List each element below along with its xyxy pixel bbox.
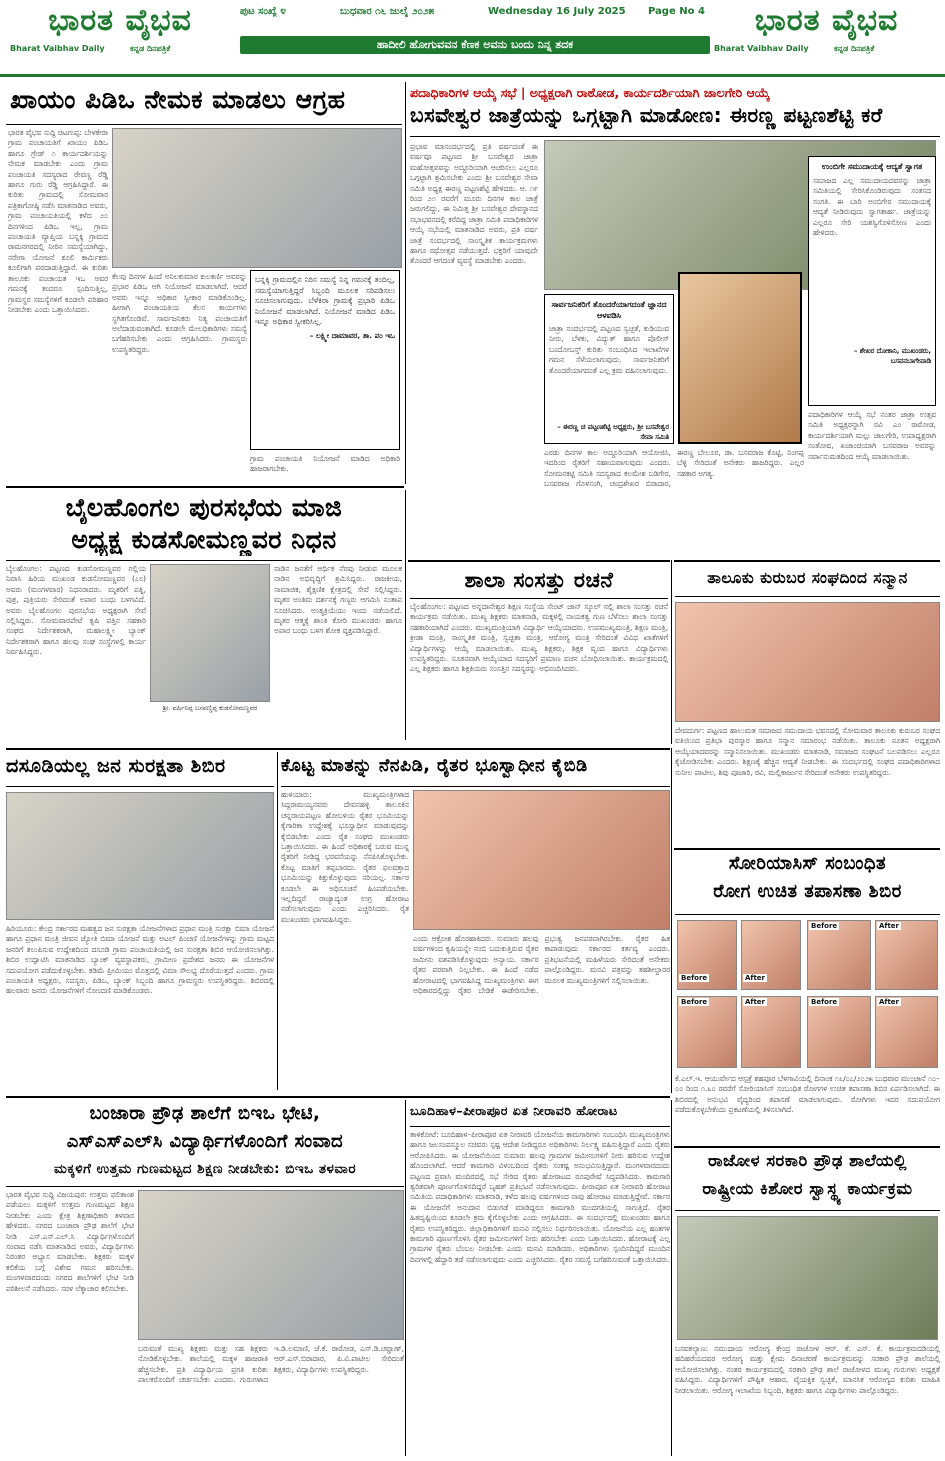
psoriasis-photo-5 <box>677 996 737 1068</box>
pdo-body-col3: ಗ್ರಾಮ ಪಂಚಾಯತಿ ನಿಯೋಜನೆ ಮಾಡಿದ ಅಧಿಕಾರಿ ಹಾಜರಾಗಬೇಕು. <box>250 454 400 474</box>
psoriasis-label-1: Before <box>681 974 708 982</box>
article-dasoodi <box>6 752 274 1092</box>
article-pdo <box>6 82 402 482</box>
banjara-photo <box>138 1190 404 1340</box>
basav-kicker: ಪದಾಧಿಕಾರಿಗಳ ಆಯ್ಕೆ ಸಭೆ | ಅಧ್ಯಕ್ಷರಾಗಿ ರಾಠೋಡ, ಕಾರ್ಯದರ್ಶಿಯಾಗಿ ಜಾಲಗೇರಿ ಆಯ್ಕೆ <box>410 85 770 100</box>
farmers-photo <box>413 790 670 930</box>
psoriasis-photo-7 <box>807 996 871 1068</box>
page-no: Page No 4 <box>648 6 705 17</box>
farmers-body-col2: ಎಂದು ಆಕ್ರೋಶ ಹೊರಹಾಕಿದರು. ಸುಮಾರು ಹಲವು ವರ್ಷಗಳಿಂದ ಕೃಷಿಯನ್ನೇ ನಂಬಿ ಬದುಕುತ್ತಿರುವ ರೈತರ ಜಮೀನು ವಶಪಡಿಸಿಕೊಳ್ಳುವುದು ಅನ್ಯಾಯ. ಸರ್ಕಾರ ರೈತರ ಪರವಾಗಿ ನಿಲ್ಲಬೇಕು. ಈ ಹಿಂದೆ ನಡೆದ ಹೋರಾಟದಲ್ಲಿ ಭಾಗವಹಿಸಿದ್ದ ಮುಖ್ಯಮಂತ್ರಿಗಳು ಈಗ ಅಧಿಕಾರದಲ್ಲಿದ್ದು ರೈತರ ಬೇಡಿಕೆ ಈಡೇರಿಸಬೇಕು. ಪ್ರಭುತ್ವ ಜನಪರವಾಗಿರಬೇಕು. ರೈತರ ಹಿತ ಕಾಪಾಡುವುದು ಸರ್ಕಾರದ ಕರ್ತವ್ಯ ಎಂದರು. ಪ್ರತಿಭಟನೆಯಲ್ಲಿ ಮಹಿಳೆಯರು ಸೇರಿದಂತೆ ಅನೇಕರು ಪಾಲ್ಗೊಂಡಿದ್ದರು. ಮನವಿ ಪತ್ರವನ್ನು ತಹಶೀಲ್ದಾರರ ಮೂಲಕ ಮುಖ್ಯಮಂತ್ರಿಗಳಿಗೆ ಸಲ್ಲಿಸಲಾಯಿತು. <box>413 934 670 996</box>
kudaso-body-col1: ಬೈಲಹೊಂಗಲ: ಪಟ್ಟಣದ ಕುಡಸೋಮಣ್ಣವರ ಗಲ್ಲಿಯ ನಿವಾಸಿ ಹಿರಿಯ ಮುಖಂಡ ಕುಡಸೋಮಣ್ಣವರ (೭೮) ಅವರು (ಮಂಗಳವಾರ) ನಿಧನರಾದರು. ಮೃತರಿಗೆ ಪತ್ನಿ, ಪುತ್ರ, ಪುತ್ರಿಯರು ಸೇರಿದಂತೆ ಅಪಾರ ಬಂಧು ಬಳಗವಿದೆ. ಅವರು ಬೈಲಹೊಂಗಲ ಪುರಸಭೆಯ ಅಧ್ಯಕ್ಷರಾಗಿ ಸೇವೆ ಸಲ್ಲಿಸಿದ್ದರು. ಸೋಮವಾರಪೇಟೆ ಕೃಷಿ ಪತ್ತಿನ ಸಹಕಾರಿ ಸಂಘದ ನಿರ್ದೇಶಕರಾಗಿ, ಮಹಾಲಕ್ಷ್ಮೀ ಬ್ಯಾಂಕ್ ನಿರ್ದೇಶಕರಾಗಿ ಹಾಗೂ ಹಲವು ಸಂಘ ಸಂಸ್ಥೆಗಳಲ್ಲಿ ಕಾರ್ಯ ನಿರ್ವಹಿಸಿದ್ದರು. <box>6 564 146 657</box>
masthead <box>0 0 945 78</box>
date-en: Wednesday 16 July 2025 <box>488 6 626 17</box>
kuruba-photo <box>675 602 940 722</box>
page-label-kn: ಪುಟ ಸಂಖ್ಯೆ ೪ <box>240 6 287 17</box>
basav-box2-by: – ಶೇಖರ ದೋಕಾನಿ, ಮುಖಂಡರು, ಬಸವನಬಾಗೇವಾಡಿ <box>853 347 931 366</box>
article-irrigation <box>410 1100 670 1456</box>
psoriasis-photo-4 <box>875 920 938 990</box>
logo-text-right: ಭಾರತ ವೈಭವ <box>754 4 899 38</box>
psoriasis-photo-grid <box>677 920 938 1070</box>
col-divider-1 <box>405 82 406 484</box>
banjara-body-col1: ಭಾರತ ವೈಭವ ಸುದ್ದಿ ವಿಜಯಪುರ: ಉತ್ತಮ ಫಲಿತಾಂಶ ಪಡೆಯಲು ಮಕ್ಕಳಿಗೆ ಉತ್ತಮ ಗುಣಮಟ್ಟದ ಶಿಕ್ಷಣ ನೀಡಬೇಕು ಎಂದು ಕ್ಷೇತ್ರ ಶಿಕ್ಷಣಾಧಿಕಾರಿ ತಳವಾರ ಹೇಳಿದರು. ನಗರದ ಬಂಜಾರಾ ಪ್ರೌಢ ಶಾಲೆಗೆ ಭೇಟಿ ನೀಡಿ ಎಸ್.ಎಸ್.ಎಲ್.ಸಿ ವಿದ್ಯಾರ್ಥಿಗಳೊಂದಿಗೆ ಸಂವಾದ ನಡೆಸಿ ಮಾತನಾಡಿದ ಅವರು, ವಿದ್ಯಾರ್ಥಿಗಳು ನಿರಂತರ ಅಭ್ಯಾಸ ಮಾಡಬೇಕು. ಶಿಕ್ಷಕರು ಮಕ್ಕಳ ಕಲಿಕೆಯ ಬಗ್ಗೆ ವಿಶೇಷ ಗಮನ ಹರಿಸಬೇಕು. ಮಂಗಳವಾರದಂದು ನಗರದ ಶಾಲೆಗಳಿಗೆ ಭೇಟಿ ನೀಡಿ ಪರಿಶೀಲನೆ ನಡೆಸಿದರು. ಸರಳ ಲೆಕ್ಕಾಚಾರ ಕಲಿಸಬೇಕು. <box>6 1190 134 1293</box>
irrigation-headline: ಬೂದಿಹಾಳ–ಪೀರಾಪೂರ ಏತ ನೀರಾವರಿ ಹೋರಾಟ <box>410 1104 618 1118</box>
psoriasis-label-8: After <box>879 998 900 1006</box>
pdo-quote-by: – ಲಕ್ಷ್ಮೀ ದಾಮಾವರ, ತಾ. ಪಂ ಇಒ <box>309 330 395 340</box>
pdo-headline: ಖಾಯಂ ಪಿಡಿಒ ನೇಮಕ ಮಾಡಲು ಆಗ್ರಹ <box>10 86 346 114</box>
basav-box1-title: ಸಾರ್ವಜನಿಕರಿಗೆ ತೊಂದರೆಯಾಗದಂತೆ ಜ್ಞಾನದ ಆಳವಡಿಸಿ <box>551 300 667 320</box>
article-kudasomannavar <box>6 490 402 740</box>
logo-sub-kn-left: ಕನ್ನಡ ದಿನಪತ್ರಿಕೆ <box>130 44 171 53</box>
dasoodi-photo <box>6 792 274 920</box>
logo-right <box>714 4 939 66</box>
banjara-body-col2: ಬರುವಂತೆ ಮುಖ್ಯ ಶಿಕ್ಷಕರು ಮತ್ತು ಸಹ ಶಿಕ್ಷಕರು ನೋಡಿಕೊಳ್ಳಬೇಕು. ಶಾಲೆಯಲ್ಲಿ ಮಕ್ಕಳ ಹಾಜರಾತಿ ಹೆಚ್ಚಿಸಬೇಕು. ಪ್ರತಿ ವಿದ್ಯಾರ್ಥಿಯ ಪ್ರಗತಿ ಕುರಿತು ಪಾಲಕರೊಂದಿಗೆ ಚರ್ಚಿಸಬೇಕು ಎಂದರು. ಗುರುಗಳಾದ ಇ.ಡಿ.ಲಮಾಣಿ, ಜೆ.ಕೆ. ರಾಠೋಡ, ಎಸ್.ಡಿ.ಚವ್ಹಾಣ್, ಆರ್.ಎಸ್.ಬಿರಾದಾರ, ಪಿ.ವಿ.ಪಾಟೀಲ ಸೇರಿದಂತೆ ಶಿಕ್ಷಕರು, ವಿದ್ಯಾರ್ಥಿಗಳು ಉಪಸ್ಥಿತರಿದ್ದರು. <box>138 1344 404 1385</box>
kuruba-body: ದೇವದುರ್ಗ: ಪಟ್ಟಣದ ಹಾಲುಮತ ಸಮಾಜದ ಸಮುದಾಯ ಭವನದಲ್ಲಿ ಸೋಮವಾರ ತಾಲೂಕು ಕುರುಬರ ಸಂಘದ ವತಿಯಿಂದ ಪ್ರತಿಭಾ ಪುರಸ್ಕಾರ ಹಾಗೂ ಸನ್ಮಾನ ಸಮಾರಂಭ ನಡೆಯಿತು. ತಾಲೂಕು ನೂತನ ಅಧ್ಯಕ್ಷರಾಗಿ ಆಯ್ಕೆಯಾದವರನ್ನು ಸನ್ಮಾನಿಸಲಾಯಿತು. ಮುಖಂಡರು ಮಾತನಾಡಿ, ಸಮಾಜದ ಸಂಘಟನೆ ಬಲಪಡಿಸಲು ಎಲ್ಲರೂ ಕೈಜೋಡಿಸಬೇಕು ಎಂದರು. ಶಿಕ್ಷಣಕ್ಕೆ ಹೆಚ್ಚಿನ ಆದ್ಯತೆ ನೀಡಬೇಕು. ಈ ಸಂದರ್ಭದಲ್ಲಿ ಸಂಘದ ಪದಾಧಿಕಾರಿಗಳಾದ ಸುನೀಲ ಪಾಟೀಲ, ಶಿವು ಪೂಜಾರಿ, ರವಿ, ಮಲ್ಲಿಕಾರ್ಜುನ ಸೇರಿದಂತೆ ಅನೇಕರು ಉಪಸ್ಥಿತರಿದ್ದರು. <box>675 726 940 777</box>
kudaso-body-col2: ನಾಡಿನ ಜನತೆಗೆ ಆರ್ಥಿಕ ನೆರವು ನೀಡುವ ಮೂಲಕ ನಾಡಿನ ಅಭಿವೃದ್ಧಿಗೆ ಶ್ರಮಿಸಿದ್ದರು. ರಾಜಕೀಯ, ಸಾಮಾಜಿಕ, ಶೈಕ್ಷಣಿಕ ಕ್ಷೇತ್ರದಲ್ಲಿ ಸೇವೆ ಸಲ್ಲಿಸಿದ್ದರು. ಮೃತರ ಅಂತಿಮ ದರ್ಶನಕ್ಕೆ ಗಣ್ಯರು ಆಗಮಿಸಿ ಸಂತಾಪ ಸೂಚಿಸಿದರು. ಅಂತ್ಯಕ್ರಿಯೆಯು ಇಂದು ನಡೆಯಲಿದೆ. ಮೃತರ ಆತ್ಮಕ್ಕೆ ಶಾಂತಿ ಕೋರಿ ಮುಖಂಡರು ಹಾಗೂ ಅಪಾರ ಬಂಧು ಬಳಗ ಶೋಕ ವ್ಯಕ್ತಪಡಿಸಿದ್ದಾರೆ. <box>274 564 402 636</box>
masthead-rule <box>0 74 945 77</box>
kudaso-headline-2: ಅಧ್ಯಕ್ಷ ಕುಡಸೋಮಣ್ಣವರ ನಿಧನ <box>71 526 337 554</box>
banjara-headline-2: ಎಸ್‌ಎಸ್‌ಎಲ್‌ಸಿ ವಿದ್ಯಾರ್ಥಿಗಳೊಂದಿಗೆ ಸಂವಾದ <box>66 1132 344 1152</box>
psoriasis-label-7: Before <box>811 998 838 1006</box>
basav-box1-by: – ಈರಣ್ಣ ಚ ಪಟ್ಟಣಶೆಟ್ಟಿ ಅಧ್ಯಕ್ಷರು, ಶ್ರೀ ಬಸವೇಶ್ವರ ಸೇವಾ ಸಮಿತಿ <box>557 423 669 442</box>
basav-headline: ಬಸವೇಶ್ವರ ಜಾತ್ರೆಯನ್ನು ಒಗ್ಗಟ್ಟಾಗಿ ಮಾಡೋಣ: ಈರಣ್ಣ ಪಟ್ಟಣಶೆಟ್ಟಿ ಕರೆ <box>410 104 883 127</box>
logo-left <box>10 4 230 66</box>
kudaso-caption: ಶ್ರೀ. ವರ್ಷಿನಿಪ್ಪ ಬಸವಣ್ಣಿಪ್ಪ ಕುಡಸೋಮಣ್ಣವರ <box>162 704 258 712</box>
psoriasis-label-6: After <box>745 998 766 1006</box>
psoriasis-headline-1: ಸೋರಿಯಾಸಿಸ್ ಸಂಬಂಧಿತ <box>728 854 887 874</box>
rajola-headline-2: ರಾಷ್ಟ್ರೀಯ ಕಿಶೋರ ಸ್ವಾಸ್ಥ್ಯ ಕಾರ್ಯಕ್ರಮ <box>702 1180 913 1198</box>
basav-box1: ಸಾರ್ವಜನಿಕರಿಗೆ ತೊಂದರೆಯಾಗದಂತೆ ಜ್ಞಾನದ ಆಳವಡಿಸಿ ಜಾತ್ರಾ ಸಂದರ್ಭದಲ್ಲಿ ಪಟ್ಟಣದ ಸ್ವಚ್ಛತೆ, ಕುಡಿಯುವ ನೀರು, ಬೆಳಕು, ವಿದ್ಯುತ್ ಹಾಗೂ ಪೊಲೀಸ್ ಬಂದೋಬಸ್ತ್ ಕುರಿತು ಸಂಬಂಧಿಸಿದ ಇಲಾಖೆಗಳ ಗಮನ ಸೆಳೆಯಲಾಗುವುದು. ಸಾರ್ವಜನಿಕರಿಗೆ ತೊಂದರೆಯಾಗದಂತೆ ಎಲ್ಲ ಕ್ರಮ ವಹಿಸಲಾಗುವುದು. – ಈರಣ್ಣ ಚ ಪಟ್ಟಣಶೆಟ್ಟಿ ಅಧ್ಯಕ್ಷರು, ಶ್ರೀ ಬಸವೇಶ್ವರ ಸೇವಾ ಸಮಿತಿ <box>544 294 674 444</box>
pdo-quote-box <box>250 270 400 450</box>
shala-body: ಬೈಲಹೊಂಗಲ: ಪಟ್ಟಣದ ಅನ್ನದಾನೇಶ್ವರ ಶಿಕ್ಷಣ ಸಂಸ್ಥೆಯ ಸೇಂಟ್ ಜಾನ್ ಸ್ಕೂಲ್ ನಲ್ಲಿ ಶಾಲಾ ಸಂಸತ್ತು ರಚನೆ ಕಾರ್ಯಕ್ರಮ ನಡೆಯಿತು. ಮುಖ್ಯ ಶಿಕ್ಷಕರು ಮಾತನಾಡಿ, ಮಕ್ಕಳಲ್ಲಿ ನಾಯಕತ್ವ ಗುಣ ಬೆಳೆಸಲು ಶಾಲಾ ಸಂಸತ್ತು ಸಹಕಾರಿಯಾಗಿದೆ ಎಂದರು. ಮುಖ್ಯಮಂತ್ರಿಯಾಗಿ ವಿದ್ಯಾರ್ಥಿ ಆಯ್ಕೆಯಾದರು. ಉಪಮುಖ್ಯಮಂತ್ರಿ, ಶಿಕ್ಷಣ ಮಂತ್ರಿ, ಕ್ರೀಡಾ ಮಂತ್ರಿ, ಸಾಂಸ್ಕೃತಿಕ ಮಂತ್ರಿ, ಸ್ವಚ್ಛತಾ ಮಂತ್ರಿ, ಆರೋಗ್ಯ ಮಂತ್ರಿ ಸೇರಿದಂತೆ ವಿವಿಧ ಖಾತೆಗಳಿಗೆ ವಿದ್ಯಾರ್ಥಿಗಳನ್ನು ಆಯ್ಕೆ ಮಾಡಲಾಯಿತು. ಮುಖ್ಯ ಶಿಕ್ಷಕರು, ಶಿಕ್ಷಕ ವೃಂದ ಹಾಗೂ ವಿದ್ಯಾರ್ಥಿಗಳು ಉಪಸ್ಥಿತರಿದ್ದರು. ನೂತನವಾಗಿ ಆಯ್ಕೆಯಾದ ಸದಸ್ಯರಿಗೆ ಪ್ರಮಾಣ ವಚನ ಬೋಧಿಸಲಾಯಿತು. ಕಾರ್ಯಕ್ರಮದಲ್ಲಿ ಎಲ್ಲ ಶಿಕ್ಷಕರು ಹಾಗೂ ಶಿಕ್ಷಕಿಯರು ಸಂಸತ್ತಿನ ಸದಸ್ಯರನ್ನು ಅಭಿನಂದಿಸಿದರು. <box>410 602 668 674</box>
dasoodi-headline: ದಸೂಡಿಯಲ್ಲ ಜನ ಸುರಕ್ಷತಾ ಶಿಬಿರ <box>6 756 226 777</box>
kudaso-headline-1: ಬೈಲಹೊಂಗಲ ಪುರಸಭೆಯ ಮಾಜಿ <box>65 494 343 522</box>
logo-sub-en-right: Bharat Vaibhav Daily <box>714 44 809 53</box>
psoriasis-label-4: After <box>879 922 900 930</box>
rajola-headline-1: ರಾಜೋಳ ಸರಕಾರಿ ಪ್ರೌಢ ಶಾಲೆಯಲ್ಲಿ <box>707 1152 907 1170</box>
slogan-bar: ಹಾದೀಲಿ ಹೋಗುವವನ ಕೆಣಕ ಅವನು ಬಂದು ನಿನ್ನ ತದಕ <box>240 36 710 54</box>
logo-text-left: ಭಾರತ ವೈಭವ <box>48 4 192 38</box>
basav-body-col1: ಪ್ರಭಾವ ಮಾಸಂದರ್ಭದಲ್ಲಿ ಪ್ರತಿ ವರ್ಷದಂತೆ ಈ ವರ್ಷವೂ ಪಟ್ಟಣದ ಶ್ರೀ ಬಸವೇಶ್ವರ ಜಾತ್ರಾ ಮಹೋತ್ಸವವನ್ನು ಅದ್ದೂರಿಯಾಗಿ ಆಚರಿಸಲು ಎಲ್ಲರೂ ಒಗ್ಗಟ್ಟಾಗಿ ಶ್ರಮಿಸಬೇಕು ಎಂದು ಶ್ರೀ ಬಸವೇಶ್ವರ ಸೇವಾ ಸಮಿತಿ ಅಧ್ಯಕ್ಷ ಈರಣ್ಣ ಪಟ್ಟಣಶೆಟ್ಟಿ ಹೇಳಿದರು. ಆ. ೧೯ ರಿಂದ ೨೧ ರವರೆಗೆ ಮೂರು ದಿನಗಳ ಕಾಲ ಜಾತ್ರೆ ಜರುಗಲಿದ್ದು, ಈ ನಿಮಿತ್ತ ಶ್ರೀ ಬಸವೇಶ್ವರ ದೇವಸ್ಥಾನದ ಸಭಾಭವನದಲ್ಲಿ ಕರೆದಿದ್ದ ಜಾತ್ರಾ ಸಮಿತಿ ಪದಾಧಿಕಾರಿಗಳ ಆಯ್ಕೆ ಸಭೆಯಲ್ಲಿ ಮಾತನಾಡಿದ ಅವರು, ಪ್ರತಿ ವರ್ಷ ಜಾತ್ರೆ ಸಂದರ್ಭದಲ್ಲಿ ಸಾಂಸ್ಕೃತಿಕ ಕಾರ್ಯಕ್ರಮಗಳು ಹಾಗೂ ರಥೋತ್ಸವ ನಡೆಯುತ್ತದೆ. ಭಕ್ತರಿಗೆ ಯಾವುದೇ ತೊಂದರೆ ಆಗದಂತೆ ವ್ಯವಸ್ಥೆ ಮಾಡಬೇಕು ಎಂದರು. <box>410 142 538 266</box>
pdo-quote: ಬನ್ನಕ್ಕಿ ಗ್ರಾಮದಲ್ಲಿನ ನಿರಿಸ ಸಮಸ್ಯೆ ನಿನ್ನ ಗಮನಕ್ಕೆ ತಂದಿಲ್ಲ, ಸಮಸ್ಯೆಯಾಗುತ್ತಿದ್ದರೆ ಸಿಬ್ಬಂದಿ ಮೂಲಕ ಸರಿಪಡಿಸಲು ಸೂಚಿಸಲಾಗುವುದು. ಬೆಳೆಕಿರಾ ಗ್ರಾಮಕ್ಕೆ ಪ್ರಭಾರಿ ಪಿಡಿಒ ನಿಯೋಜನೆ ಮಾಡಲಾಗಿದೆ. ನಿಯೋಜನೆ ಮಾಡಿದ ಪಿಡಿಒ ಇನ್ನೂ ಅಧಿಕಾರ ಸ್ವೀಕರಿಸಿಲ್ಲ. <box>255 275 395 327</box>
article-shala <box>410 564 668 744</box>
article-basaveshwar <box>410 82 940 542</box>
basav-box2-title: ಉಂಬಿಗೇ ಸಮುದಾಯಕ್ಕೆ ಆದ್ಯತೆ ಸ್ವಾಗತ <box>821 162 923 171</box>
basav-body-col2: ಎರಡು ದಿನಗಳ ಕಾಲ ಅದ್ದೂರಿಯಾಗಿ ಆಯೋಜಿಸಿ, ಇದರಿಂದ ರೈತರಿಗೆ ಸಹಾಯವಾಗುವುದು ಎಂದರು. ಸೋಮನಕಟ್ಟಿ ಸಮಿತಿ ಸದಸ್ಯರಾದ ಕಲಮೇಶ ಬಡಿಗೇರ, ಬಸವರಾಜ ಗೊಳಸಂಗಿ, ಚಂದ್ರಶೇಖರ ಬಿರಾದಾರ, ಈರಣ್ಣ ಬೇಲೂರ, ಡಾ. ಬಸವರಾಜ ಕೊಟ್ಟಿ, ನಿಂಗಪ್ಪ ಬೆಳ್ಳಿ ಸೇರಿದಂತೆ ಅನೇಕರು ಹಾಜರಿದ್ದರು. ಎಲ್ಲರ ಸಹಕಾರ ಅಗತ್ಯ. <box>544 448 804 489</box>
psoriasis-label-5: Before <box>681 998 708 1006</box>
article-kuruba <box>675 564 940 844</box>
psoriasis-photo-8 <box>875 996 938 1068</box>
article-psoriasis <box>675 852 940 1142</box>
pdo-body-col1: ಭಾರತ ವೈಭವ ಸುದ್ದಿ ಚಿಟಗುಪ್ಪ: ಬೇಳಕೇರಾ ಗ್ರಾಮ ಪಂಚಾಯತಿಗೆ ಖಾಯಂ ಪಿಡಿಒ ಹಾಗೂ ಗ್ರೇಡ್ ೧ ಕಾರ್ಯದರ್ಶಿಯನ್ನು ನೇಮಕ ಮಾಡಬೇಕು ಎಂದು ಗ್ರಾಮ ಪಂಚಾಯತಿ ಸದಸ್ಯರಾದ ರೇವಣ್ಣ ರೆಡ್ಡಿ ಹಾಗೂ ಗುರು ರೆಡ್ಡಿ ಆಗ್ರಹಿಸಿದ್ದಾರೆ. ಈ ಕುರಿತು ಗ್ರಾಮದಲ್ಲಿ ಸೋಮವಾರ ಪತ್ರಿಕಾಗೋಷ್ಠಿ ನಡೆಸಿ ಮಾತನಾಡಿದ ಅವರು, ಗ್ರಾಮ ಪಂಚಾಯತಿಯಲ್ಲಿ ಕಳೆದ ೨೦ ದಿನಗಳಿಂದ ಪಿಡಿಒ ಇಲ್ಲ, ಗ್ರಾಮ ಪಂಚಾಯತಿ ವ್ಯಾಪ್ತಿಯ ಬನ್ನಕ್ಕಿ ಗ್ರಾಮದ ರಾಮನಗರದಲ್ಲಿ ನೀರಿನ ಸಮಸ್ಯೆಯಾಗಿದ್ದು, ನರೇಗಾ ಯೋಜನೆ ಕೂಲಿ ಕಾರ್ಮಿಕರು ಕೂಲಿಗಾಗಿ ಪರದಾಡುತ್ತಿದ್ದಾರೆ. ಈ ಕುರಿತು ತಾಲೂಕು ಪಂಚಾಯತ ಇಒ ಅವರ ಗಮನಕ್ಕೆ ತಂದರೂ ಸ್ಪಂದಿಸುತ್ತಿಲ್ಲ, ಗ್ರಾಮಸ್ಥರ ಸಮಸ್ಯೆಗಳಿಗೆ ಕೂಡಲೇ ಪರಿಹಾರ ನೀಡಬೇಕು ಎಂದು ಒತ್ತಾಯಿಸಿದರು. <box>8 128 108 314</box>
rajola-body: ಬಸವಕಲ್ಯಾಣ: ಸಮುದಾಯ ಆರೋಗ್ಯ ಕೇಂದ್ರ ರಾಜೋಳ ಆರ್. ಕೆ. ಎಸ್. ಕೆ. ಕಾರ್ಯಕ್ರಮದಡಿಯಲ್ಲಿ ಹದಿಹರೆಯದವರ ಆರೋಗ್ಯ ಮತ್ತು ಕ್ಷೇಮ ದಿನಾಚರಣೆ ಕಾರ್ಯಕ್ರಮವನ್ನು ಸರಕಾರಿ ಪ್ರೌಢ ಶಾಲೆಯಲ್ಲಿ ಆಯೋಜಿಸಲಾಗಿತ್ತು. ನಂತರ ಕಾರ್ಯಕ್ರಮದಲ್ಲಿ ಸರಕಾರಿ ಪ್ರೌಢ ಶಾಲೆ ರಾಜೋಳದ ಮುಖ್ಯ ಗುರುಗಳು ಅಧ್ಯಕ್ಷತೆ ವಹಿಸಿದ್ದರು. ವಿದ್ಯಾರ್ಥಿಗಳಿಗೆ ಪೌಷ್ಟಿಕ ಆಹಾರ, ವೈಯಕ್ತಿಕ ಸ್ವಚ್ಛತೆ, ಮಾನಸಿಕ ಆರೋಗ್ಯದ ಕುರಿತು ಮಾಹಿತಿ ನೀಡಲಾಯಿತು. ಆರೋಗ್ಯ ಇಲಾಖೆಯ ಸಿಬ್ಬಂದಿ, ಶಿಕ್ಷಕರು ಹಾಗೂ ವಿದ್ಯಾರ್ಥಿಗಳು ಪಾಲ್ಗೊಂಡಿದ್ದರು. <box>675 1344 940 1395</box>
banjara-headline-1: ಬಂಜಾರಾ ಪ್ರೌಢ ಶಾಲೆಗೆ ಬಿಇಒ ಭೇಟಿ, <box>89 1104 321 1124</box>
date-kn: ಬುಧವಾರ ೧೬ ಜುಲೈ ೨೦೨೫ <box>340 6 435 17</box>
rajola-photo <box>677 1216 938 1340</box>
article-farmers <box>281 752 670 1092</box>
basav-body-col4: ಪದಾಧಿಕಾರಿಗಳ ಆಯ್ಕೆ ಸಭೆ ನಂತರ ಜಾತ್ರಾ ಉತ್ಸವ ಸಮಿತಿ ಅಧ್ಯಕ್ಷರನ್ನಾಗಿ ರವಿ ಎಂ ರಾಠೋಡ, ಕಾರ್ಯದರ್ಶಿಯಾಗಿ ಮಲ್ಲು ಜಾಲಗೇರಿ, ಉಪಾಧ್ಯಕ್ಷರಾಗಿ ಸಂತೋಷ, ಖಜಾಂಚಿಯಾಗಿ ಬಸವರಾಜ ಅವರನ್ನು ಸರ್ವಾನುಮತದಿಂದ ಆಯ್ಕೆ ಮಾಡಲಾಯಿತು. <box>808 410 936 461</box>
kudaso-photo <box>150 564 270 702</box>
psoriasis-label-3: Before <box>811 922 838 930</box>
dasoodi-body: ಹಿರಿಯೂರು: ಕೇಂದ್ರ ಸರ್ಕಾರದ ಮಹತ್ವದ ಜನ ಸುರಕ್ಷತಾ ಯೋಜನೆಗಳಾದ ಪ್ರಧಾನ ಮಂತ್ರಿ ಸುರಕ್ಷಾ ಬಿಮಾ ಯೋಜನೆ ಹಾಗೂ ಪ್ರಧಾನ ಮಂತ್ರಿ ಜೀವನ ಜ್ಯೋತಿ ಬಿಮಾ ಯೋಜನೆ ಮತ್ತು ಅಟಲ್ ಪಿಂಚಣಿ ಯೋಜನೆಗಳನ್ನು ಗ್ರಾಮ ಮಟ್ಟದ ಜನರಿಗೆ ತಲುಪಿಸುವ ಉದ್ದೇಶದಿಂದ ದಸೂಡಿ ಗ್ರಾಮ ಪಂಚಾಯತಿಯಲ್ಲಿ ಜನ ಸುರಕ್ಷತಾ ಶಿಬಿರ ಆಯೋಜಿಸಲಾಗಿತ್ತು. ಶಿಬಿರ ಉದ್ಘಾಟಿಸಿ ಮಾತನಾಡಿದ ಬ್ಯಾಂಕ್ ವ್ಯವಸ್ಥಾಪಕರು, ಗ್ರಾಮೀಣ ಪ್ರದೇಶದ ಜನರು ಈ ಯೋಜನೆಗಳ ಸದುಪಯೋಗ ಪಡೆದುಕೊಳ್ಳಬೇಕು. ಕಡಿಮೆ ಪ್ರೀಮಿಯಂ ಮೊತ್ತದಲ್ಲಿ ವಿಮಾ ಸೌಲಭ್ಯ ದೊರೆಯುತ್ತದೆ ಎಂದರು. ಗ್ರಾಮ ಪಂಚಾಯತಿ ಅಧ್ಯಕ್ಷರು, ಸದಸ್ಯರು, ಪಿಡಿಒ, ಬ್ಯಾಂಕ್ ಸಿಬ್ಬಂದಿ ಹಾಗೂ ಗ್ರಾಮಸ್ಥರು ಉಪಸ್ಥಿತರಿದ್ದರು. ಶಿಬಿರದಲ್ಲಿ ಹಲವಾರು ಜನರು ಯೋಜನೆಗಳಿಗೆ ನೋಂದಣಿ ಮಾಡಿಕೊಂಡರು. <box>6 924 274 996</box>
logo-sub-en-left: Bharat Vaibhav Daily <box>10 44 105 53</box>
farmers-body-col1: ಹುಳಿಯಾರು: ಮುಖ್ಯಮಂತ್ರಿಗಳಾದ ಸಿದ್ದರಾಮಯ್ಯನವರು ದೇವನಹಳ್ಳಿ ತಾಲೂಕಿನ ಚನ್ನರಾಯಪಟ್ಟಣ ಹೋಬಳಿಯ ರೈತರ ಭೂಮಿಯನ್ನು ಕೈಗಾರಿಕಾ ಉದ್ದೇಶಕ್ಕೆ ಭೂಸ್ವಾಧೀನ ಮಾಡುವುದನ್ನು ಕೈಬಿಡಬೇಕು ಎಂದು ರೈತ ಸಂಘದ ಮುಖಂಡರು ಒತ್ತಾಯಿಸಿದರು. ಈ ಹಿಂದೆ ಅಧಿಕಾರಕ್ಕೆ ಬರುವ ಮುನ್ನ ರೈತರಿಗೆ ನೀಡಿದ್ದ ಭರವಸೆಯನ್ನು ನೆನಪಿಸಿಕೊಳ್ಳಬೇಕು. ಕೊಟ್ಟ ಮಾತಿಗೆ ತಪ್ಪಬಾರದು. ರೈತರ ಫಲವತ್ತಾದ ಭೂಮಿಯನ್ನು ಕಿತ್ತುಕೊಳ್ಳುವುದು ಸರಿಯಲ್ಲ. ಸರ್ಕಾರ ಕೂಡಲೇ ಈ ಅಧಿಸೂಚನೆ ಹಿಂಪಡೆಯಬೇಕು. ಇಲ್ಲದಿದ್ದರೆ ರಾಜ್ಯಾದ್ಯಂತ ಉಗ್ರ ಹೋರಾಟ ನಡೆಸಲಾಗುವುದು ಎಂದು ಎಚ್ಚರಿಸಿದರು. ರೈತ ಮುಖಂಡರು ಭಾಗವಹಿಸಿದ್ದರು. <box>281 790 409 924</box>
shala-headline: ಶಾಲಾ ಸಂಸತ್ತು ರಚನೆ <box>464 568 614 592</box>
article-rajola <box>675 1150 940 1456</box>
psoriasis-photo-3 <box>807 920 871 990</box>
psoriasis-headline-2: ರೋಗ ಉಚಿತ ತಪಾಸಣಾ ಶಿಬಿರ <box>713 882 902 902</box>
basav-portrait <box>678 272 802 444</box>
logo-sub-kn-right: ಕನ್ನಡ ದಿನಪತ್ರಿಕೆ <box>834 44 875 53</box>
banjara-subhead: ಮಕ್ಕಳಿಗೆ ಉತ್ತಮ ಗುಣಮಟ್ಟದ ಶಿಕ್ಷಣ ನೀಡಬೇಕು: ಬಿಇಒ ತಳವಾರ <box>54 1162 356 1177</box>
kuruba-headline: ತಾಲೂಕು ಕುರುಬರ ಸಂಘದಿಂದ ಸನ್ಮಾನ <box>707 570 908 587</box>
basav-box2: ಉಂಬಿಗೇ ಸಮುದಾಯಕ್ಕೆ ಆದ್ಯತೆ ಸ್ವಾಗತ ಸಮಾಜದ ಎಲ್ಲ ಸಮುದಾಯದವರನ್ನು ಜಾತ್ರಾ ಸಮಿತಿಯಲ್ಲಿ ಸೇರಿಸಿಕೊಂಡಿರುವುದು ಸಂತಸದ ಸಂಗತಿ. ಈ ಬಾರಿ ಅಂಬಿಗೇರ ಸಮುದಾಯಕ್ಕೆ ಆದ್ಯತೆ ನೀಡಿರುವುದು ಸ್ವಾಗತಾರ್ಹ. ಜಾತ್ರೆಯನ್ನು ಎಲ್ಲರೂ ಸೇರಿ ಯಶಸ್ವಿಗೊಳಿಸೋಣ ಎಂದು ಹೇಳಿದರು. – ಶೇಖರ ದೋಕಾನಿ, ಮುಖಂಡರು, ಬಸವನಬಾಗೇವಾಡಿ <box>808 156 936 406</box>
dateline-row <box>240 6 710 22</box>
psoriasis-label-2: After <box>745 974 766 982</box>
article-banjara <box>6 1100 404 1456</box>
farmers-headline: ಕೊಟ್ಟ ಮಾತನ್ನು ನೆನಪಿಡಿ, ರೈತರ ಭೂಸ್ವಾಧೀನ ಕೈಬಿಡಿ <box>281 756 588 776</box>
psoriasis-photo-6 <box>741 996 801 1068</box>
irrigation-body: ತಾಳಿಕೋಟೆ: ಬೂದಿಹಾಳ–ಪೀರಾಪೂರ ಏತ ನೀರಾವರಿ ಯೋಜನೆಯ ಕಾಮಗಾರಿಗಳು ಸಂಬಂಧಿಸಿ ಮುಖ್ಯಮಂತ್ರಿಗಳು ಹಾಗೂ ಜಲಸಂಪನ್ಮೂಲ ಸಚಿವರು ಸ್ಪಷ್ಟ ಆದೇಶ ನೀಡಿದ್ದರೂ ಅಧಿಕಾರಿಗಳು ನಿರ್ಲಕ್ಷ್ಯ ವಹಿಸುತ್ತಿದ್ದಾರೆ ಎಂದು ರೈತರು ಆರೋಪಿಸಿದರು. ಈ ಯೋಜನೆಯಿಂದ ಸುಮಾರು ಹಲವು ಗ್ರಾಮಗಳ ಜಮೀನುಗಳಿಗೆ ನೀರು ಹರಿಸುವ ಉದ್ದೇಶ ಹೊಂದಲಾಗಿದೆ. ಆದರೆ ಕಾಮಗಾರಿ ವಿಳಂಬದಿಂದ ರೈತರು ಸಂಕಷ್ಟ ಅನುಭವಿಸುತ್ತಿದ್ದಾರೆ. ಮಂಗಳವಾರದಂದು ಪಟ್ಟಣದ ಪ್ರವಾಸಿ ಮಂದಿರದಲ್ಲಿ ಸಭೆ ಸೇರಿದ ರೈತರು ಹೋರಾಟದ ರೂಪುರೇಷೆ ಸಿದ್ಧಪಡಿಸಿದರು. ಕಾಮಗಾರಿ ತ್ವರಿತವಾಗಿ ಪೂರ್ಣಗೊಳಿಸದಿದ್ದರೆ ಬೃಹತ್ ಪ್ರತಿಭಟನೆ ನಡೆಸಲಾಗುವುದು. ಪೀರಾಪೂರ ಏತ ನೀರಾವರಿ ಹೋರಾಟ ಸಮಿತಿಯ ಪದಾಧಿಕಾರಿಗಳು ಮಾತನಾಡಿ, ಕಳೆದ ಹಲವು ವರ್ಷಗಳಿಂದ ನಾವು ಹೋರಾಟ ಮಾಡುತ್ತಿದ್ದೇವೆ. ಸರ್ಕಾರ ಈ ಯೋಜನೆಗೆ ಅನುದಾನ ಬಿಡುಗಡೆ ಮಾಡಿದ್ದರೂ ಕಾಮಗಾರಿ ಮಂದಗತಿಯಲ್ಲಿ ಸಾಗುತ್ತಿದೆ. ರೈತರ ಹಿತದೃಷ್ಟಿಯಿಂದ ಕೂಡಲೇ ಕ್ರಮ ಕೈಗೊಳ್ಳಬೇಕು ಎಂದು ಆಗ್ರಹಿಸಿದರು. ಈ ಸಂದರ್ಭದಲ್ಲಿ ಮುಖಂಡರು ಹಾಗೂ ರೈತರು ಉಪಸ್ಥಿತರಿದ್ದರು. ಜಿಲ್ಲಾಧಿಕಾರಿಗಳಿಗೆ ಮನವಿ ಸಲ್ಲಿಸಲು ನಿರ್ಧರಿಸಲಾಯಿತು. ಯೋಜನೆಯ ಎಲ್ಲ ಹಂತಗಳ ಕಾಮಗಾರಿ ಪೂರ್ಣಗೊಳಿಸಿ ರೈತರ ಜಮೀನುಗಳಿಗೆ ನೀರು ಹರಿಸಬೇಕು ಎಂದು ಒತ್ತಾಯಿಸಿದರು. ಹೋರಾಟಕ್ಕೆ ಎಲ್ಲ ಗ್ರಾಮಗಳ ರೈತರು ಬೆಂಬಲ ನೀಡಬೇಕು ಎಂದು ಮನವಿ ಮಾಡಿದರು. ಅಧಿಕಾರಿಗಳು ಸ್ಪಂದಿಸದಿದ್ದರೆ ಮುಂದಿನ ದಿನಗಳಲ್ಲಿ ಹೆದ್ದಾರಿ ತಡೆ ನಡೆಸಲಾಗುವುದು ಎಂದು ಎಚ್ಚರಿಸಿದರು. ರೈತರ ಸಮಸ್ಯೆ ಬಗೆಹರಿಸುವಂತೆ ಒತ್ತಾಯಿಸಿದರು. <box>410 1130 670 1264</box>
pdo-photo <box>112 128 402 268</box>
psoriasis-body: ಕೆ.ಎಲ್.ಇ. ಆಯುರ್ವೇದ ಆಸ್ಪತ್ರೆ ಶಹಪೂರ ಬೆಳಗಾವಿಯಲ್ಲಿ ದಿನಾಂಕ ೧೬/೦೭/೨೦೨೫ ಬುಧವಾರ ಮುಂಜಾನೆ ೧೦–೦೦ ರಿಂದ ೧.೩೦ ರವರೆಗೆ ಸೋರಿಯಾಸಿಸ್ ಸಂಬಂಧಿತ ರೋಗಗಳ ಉಚಿತ ತಪಾಸಣಾ ಶಿಬಿರ ಏರ್ಪಡಿಸಲಾಗಿದೆ. ಈ ಶಿಬಿರದಲ್ಲಿ ಅನುಭವಿ ವೈದ್ಯರಿಂದ ತಪಾಸಣೆ ಮಾಡಲಾಗುವುದು. ರೋಗಿಗಳು ಇದರ ಸದುಪಯೋಗ ಪಡೆದುಕೊಳ್ಳಬೇಕೆಂದು ಪ್ರಕಟಣೆಯಲ್ಲಿ ತಿಳಿಸಲಾಗಿದೆ. <box>675 1074 940 1115</box>
pdo-body-col2: ಕೆಲವು ದಿನಗಳ ಹಿಂದೆ ಅನಿಲಕುಮಾರ ಕುಲಕರ್ಣಿ ಅವರನ್ನು ಪ್ರಭಾರ ಪಿಡಿಒ ಆಗಿ ನಿಯೋಜನೆ ಮಾಡಲಾಗಿದೆ. ಆದರೆ ಅವರು ಇನ್ನೂ ಅಧಿಕಾರ ಸ್ವೀಕಾರ ಮಾಡಿಕೊಂಡಿಲ್ಲ. ಹೀಗಾಗಿ ಪಂಚಾಯತಿಯ ಕೆಲಸ ಕಾರ್ಯಗಳು ಸ್ಥಗಿತಗೊಂಡಿವೆ. ಸಾರ್ವಜನಿಕರು ನಿತ್ಯ ಪಂಚಾಯತಿಗೆ ಅಲೆದಾಡುವಂತಾಗಿದೆ. ಕೂಡಲೇ ಮೇಲಧಿಕಾರಿಗಳು ಸಮಸ್ಯೆ ಬಗೆಹರಿಸಬೇಕು ಎಂದು ಆಗ್ರಹಿಸಿದರು. ಗ್ರಾಮಸ್ಥರು ಉಪಸ್ಥಿತರಿದ್ದರು. <box>112 272 247 354</box>
